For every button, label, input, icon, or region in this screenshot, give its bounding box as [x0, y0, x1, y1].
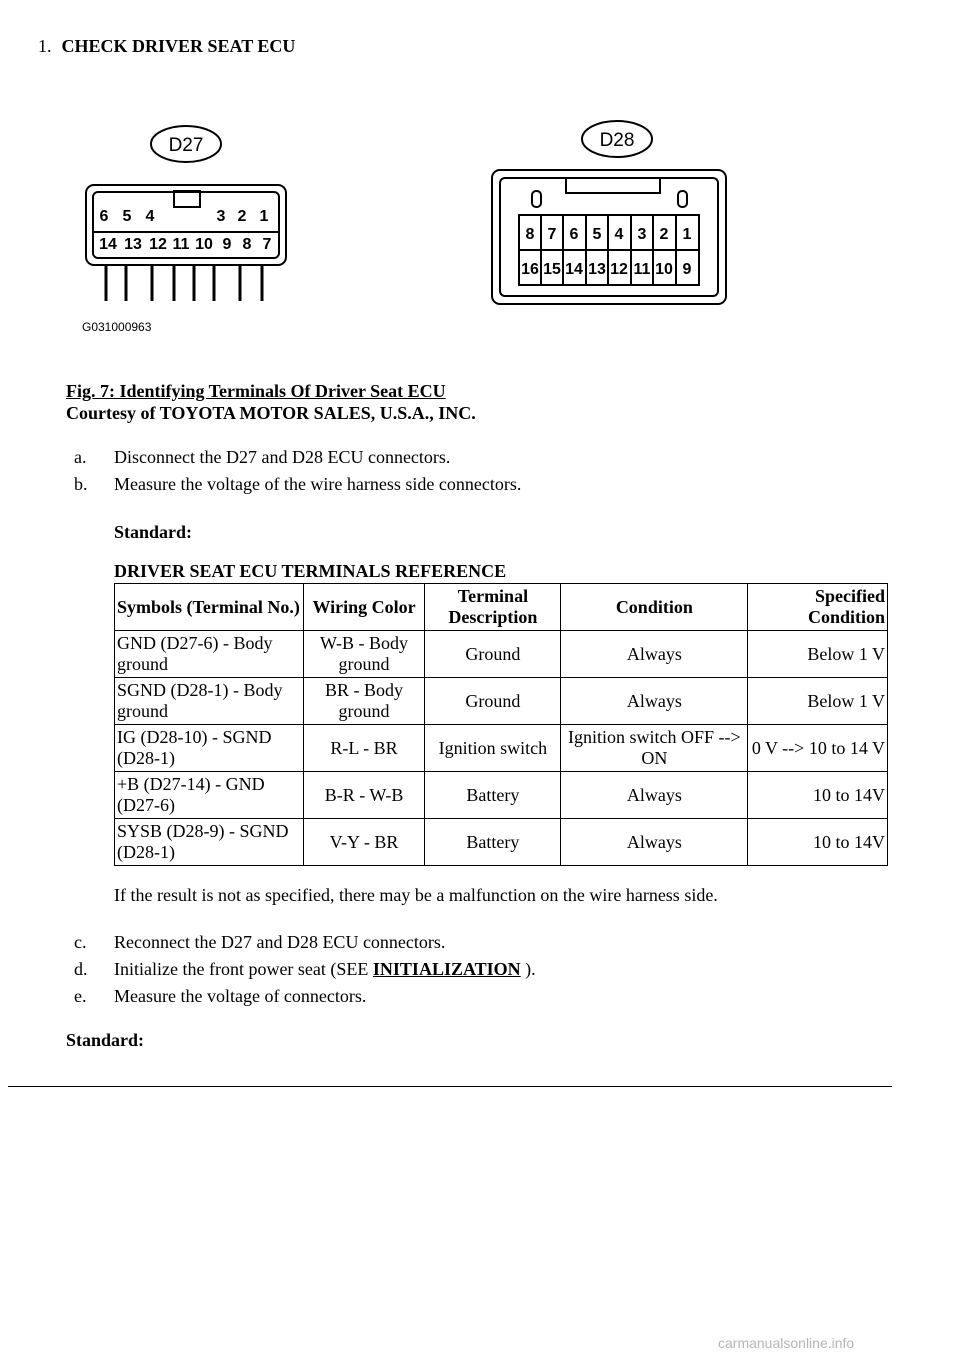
d28-guide-right [678, 191, 687, 207]
d28-guide-left [532, 191, 541, 207]
d27-pins [106, 265, 262, 301]
step-c: c. Reconnect the D27 and D28 ECU connectors. [74, 932, 446, 952]
standard-label-2: Standard: [66, 1030, 145, 1050]
d28-latch [566, 178, 660, 193]
step-e: e. Measure the voltage of connectors. [74, 986, 367, 1006]
header-terminal-description: Terminal Description [425, 584, 561, 631]
d28-pin-14: 14 [565, 261, 583, 278]
step-b: b. Measure the voltage of the wire harness side connectors. [74, 474, 522, 494]
header-symbols: Symbols (Terminal No.) [115, 584, 304, 631]
d28-pin-2: 2 [659, 226, 669, 243]
connector-figure [80, 115, 760, 345]
d28-pin-12: 12 [610, 261, 628, 278]
d27-pin-6: 6 [99, 208, 109, 225]
table-row: SYSB (D28-9) - SGND (D28-1) V-Y - BR Battery Always 10 to 14V [115, 819, 888, 866]
table-row: GND (D27-6) - Body ground W-B - Body ground Ground Always Below 1 V [115, 631, 888, 678]
terminals-reference-table [114, 583, 888, 866]
standard-label: Standard: [114, 522, 193, 542]
d28-pin-10: 10 [655, 261, 673, 278]
caption-title: Fig. 7: Identifying Terminals Of Driver Seat ECU [66, 381, 446, 401]
d28-pin-15: 15 [543, 261, 561, 278]
d28-pin-5: 5 [592, 226, 602, 243]
watermark: carmanualsonline.info [718, 1335, 855, 1351]
d28-pin-16: 16 [521, 261, 539, 278]
figure-code: G031000963 [82, 320, 152, 334]
d28-pin-7: 7 [547, 226, 557, 243]
d27-pin-11: 11 [172, 236, 190, 253]
d27-pin-13: 13 [124, 236, 142, 253]
d28-pin-11: 11 [633, 261, 651, 278]
initialization-link[interactable]: INITIALIZATION [372, 959, 521, 979]
d27-pin-9: 9 [222, 236, 232, 253]
d27-pin-1: 1 [259, 208, 269, 225]
d27-pin-12: 12 [149, 236, 167, 253]
d27-pin-10: 10 [195, 236, 213, 253]
table-header-row [115, 584, 888, 631]
step-a: a. Disconnect the D27 and D28 ECU connectors. [74, 447, 451, 467]
table-row: SGND (D28-1) - Body ground BR - Body ground Ground Always Below 1 V [115, 678, 888, 725]
section-heading [38, 36, 295, 57]
d27-pin-2: 2 [237, 208, 247, 225]
header-specified-condition: Specified Condition [748, 584, 888, 631]
d28-pin-9: 9 [682, 261, 692, 278]
table-title: DRIVER SEAT ECU TERMINALS REFERENCE [114, 561, 507, 581]
d28-pin-1: 1 [682, 226, 692, 243]
d28-pin-4: 4 [614, 226, 624, 243]
d27-body [86, 185, 286, 265]
d27-pin-14: 14 [99, 236, 117, 253]
d28-pin-6: 6 [569, 226, 579, 243]
header-condition: Condition [561, 584, 748, 631]
d27-pin-8: 8 [242, 236, 252, 253]
result-note: If the result is not as specified, there may be a malfunction on the wire harness side. [114, 885, 718, 905]
table-row: +B (D27-14) - GND (D27-6) B-R - W-B Battery Always 10 to 14V [115, 772, 888, 819]
header-wiring-color: Wiring Color [303, 584, 425, 631]
step-d: d. Initialize the front power seat (SEE INITIALIZATION ). [74, 959, 536, 979]
d27-label: D27 [168, 135, 204, 156]
d28-pin-8: 8 [525, 226, 535, 243]
heading-number: 1. [38, 36, 52, 56]
d28-pin-13: 13 [588, 261, 606, 278]
d27-pin-4: 4 [145, 208, 155, 225]
d28-pin-3: 3 [637, 226, 647, 243]
heading-text: CHECK DRIVER SEAT ECU [61, 36, 296, 56]
page-divider [8, 1086, 892, 1087]
connector-diagram [80, 115, 760, 345]
d27-pin-3: 3 [216, 208, 226, 225]
caption-credit: Courtesy of TOYOTA MOTOR SALES, U.S.A., INC. [66, 403, 476, 423]
figure-caption [66, 380, 476, 424]
d27-pin-5: 5 [122, 208, 132, 225]
table-row: IG (D28-10) - SGND (D28-1) R-L - BR Ignition switch Ignition switch OFF --> ON 0 V --> 10 to 14 V [115, 725, 888, 772]
d28-label: D28 [599, 130, 635, 151]
d27-pin-7: 7 [262, 236, 272, 253]
d27-latch [174, 191, 200, 207]
